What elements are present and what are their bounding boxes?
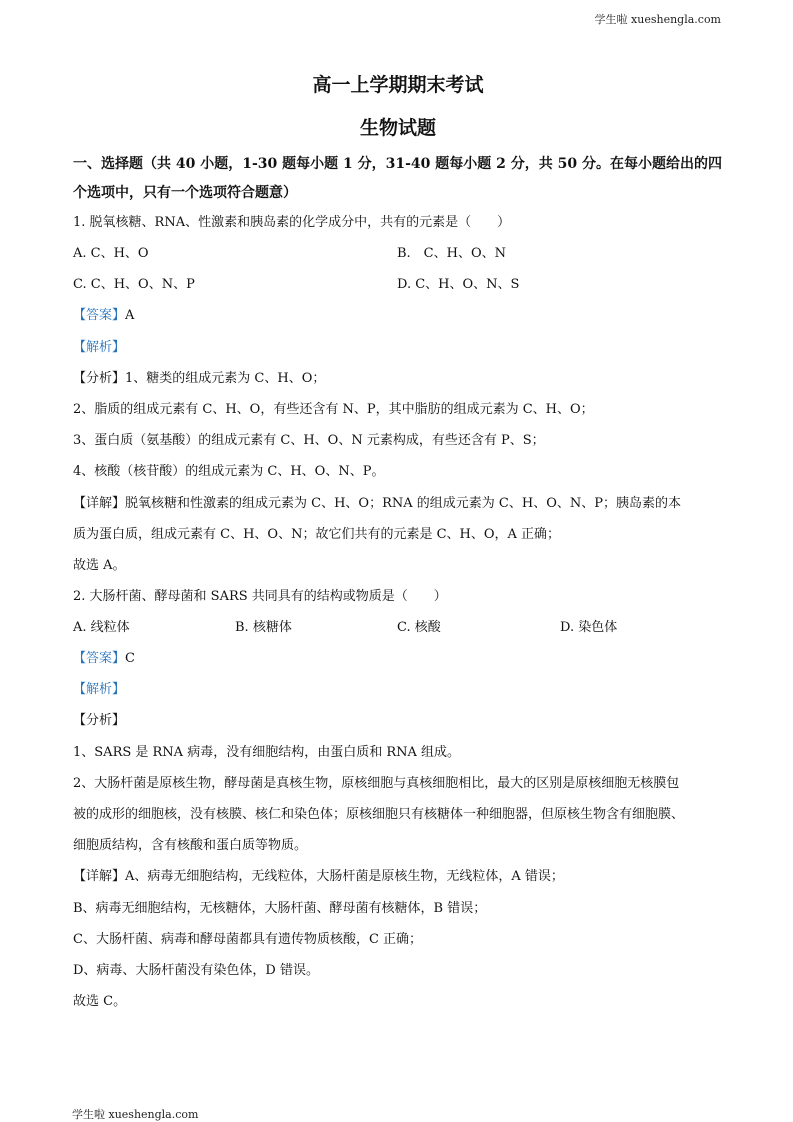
detail-text: A、病毒无细胞结构，无线粒体，大肠杆菌是原核生物，无线粒体，A 错误； — [125, 869, 564, 884]
q1-fenxi-4: 4、核酸（核苷酸）的组成元素为 C、H、O、N、P。 — [73, 464, 385, 479]
q2-detail-3: C、大肠杆菌、病毒和酵母菌都具有遗传物质核酸，C 正确； — [73, 932, 423, 947]
detail-text: 脱氧核糖和性激素的组成元素为 C、H、O；RNA 的组成元素为 C、H、O、N、P；胰岛素的本 — [125, 496, 681, 511]
q1-option-d: D. C、H、O、N、S — [397, 277, 520, 292]
fenxi-text: 1、糖类的组成元素为 C、H、O； — [125, 371, 326, 386]
q2-fenxi-2b: 被的成形的细胞核，没有核膜、核仁和染色体；原核细胞只有核糖体一种细胞器，但原核生物含有细胞膜、 — [73, 807, 685, 822]
q1-fenxi-3: 3、蛋白质（氨基酸）的组成元素有 C、H、O、N 元素构成，有些还含有 P、S； — [73, 433, 545, 448]
q1-option-b: B. C、H、O、N — [397, 246, 507, 261]
detail-tag: 【详解】 — [73, 496, 126, 511]
q1-conclusion: 故选 A。 — [73, 558, 126, 573]
q2-detail-4: D、病毒、大肠杆菌没有染色体，D 错误。 — [73, 963, 319, 978]
q2-fenxi-tag: 【分析】 — [73, 713, 126, 728]
q1-option-c: C. C、H、O、N、P — [73, 277, 195, 292]
answer-tag: 【答案】 — [73, 651, 126, 666]
q1-detail-2: 质为蛋白质，组成元素有 C、H、O、N；故它们共有的元素是 C、H、O，A 正确； — [73, 527, 561, 542]
footer-brand: 学生啦 xueshengla.com — [72, 1108, 199, 1121]
q1-fenxi-1 — [73, 370, 325, 388]
q2-answer — [73, 650, 135, 668]
fenxi-tag: 【分析】 — [73, 371, 126, 386]
q1-stem: 1. 脱氧核糖、RNA、性激素和胰岛素的化学成分中，共有的元素是（ ） — [73, 215, 511, 230]
q1-analysis-tag: 【解析】 — [73, 340, 126, 355]
q2-detail-1 — [73, 868, 564, 886]
q2-fenxi-2c: 细胞质结构，含有核酸和蛋白质等物质。 — [73, 838, 308, 853]
q2-option-d: D. 染色体 — [560, 620, 618, 635]
answer-value: A — [125, 308, 135, 323]
q1-option-a: A. C、H、O — [73, 246, 149, 261]
q1-fenxi-2: 2、脂质的组成元素有 C、H、O，有些还含有 N、P，其中脂肪的组成元素为 C、H、O； — [73, 402, 594, 417]
q1-answer — [73, 307, 134, 325]
q2-analysis-tag: 【解析】 — [73, 682, 126, 697]
section-heading: 一、选择题（共 40 小题，1-30 题每小题 1 分，31-40 题每小题 2 分，共 50 分。在每小题给出的四个选项中，只有一个选项符合题意） — [73, 156, 722, 201]
detail-tag: 【详解】 — [73, 869, 126, 884]
q2-fenxi-1: 1、SARS 是 RNA 病毒，没有细胞结构，由蛋白质和 RNA 组成。 — [73, 745, 461, 760]
page-title: 高一上学期期末考试 — [312, 74, 484, 96]
header-brand: 学生啦 xueshengla.com — [594, 13, 721, 26]
q2-option-c: C. 核酸 — [397, 620, 441, 635]
q2-option-a: A. 线粒体 — [73, 620, 130, 635]
q2-option-b: B. 核糖体 — [235, 620, 292, 635]
q2-detail-2: B、病毒无细胞结构，无核糖体，大肠杆菌、酵母菌有核糖体，B 错误； — [73, 901, 487, 916]
page-subtitle: 生物试题 — [359, 117, 436, 139]
q2-fenxi-2a: 2、大肠杆菌是原核生物，酵母菌是真核生物，原核细胞与真核细胞相比，最大的区别是原核细胞无核膜包 — [73, 776, 680, 791]
q2-stem: 2. 大肠杆菌、酵母菌和 SARS 共同具有的结构或物质是（ ） — [73, 589, 447, 604]
answer-tag: 【答案】 — [73, 308, 126, 323]
answer-value: C — [125, 651, 135, 666]
q1-detail-1 — [73, 495, 681, 513]
q2-conclusion: 故选 C。 — [73, 994, 127, 1009]
